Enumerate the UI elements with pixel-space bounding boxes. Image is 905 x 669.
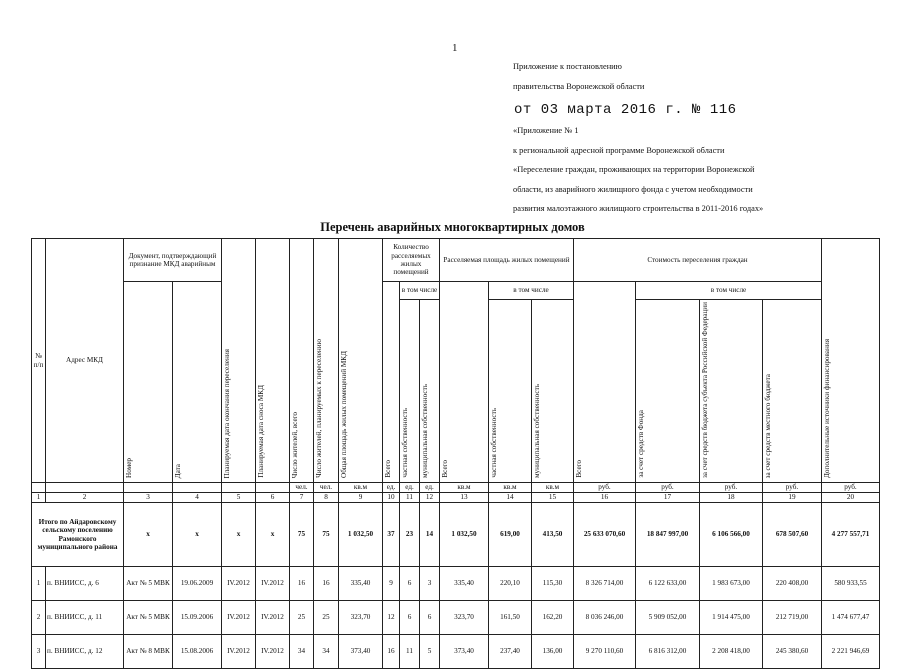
table-cell: IV.2012 (222, 567, 256, 601)
table-cell: 12 (383, 601, 400, 635)
header-total-area: Общая площадь жилых помещений МКД (340, 351, 348, 479)
header-line-program-name-1: «Переселение граждан, проживающих на территории Воронежской (513, 165, 755, 174)
table-cell: 15.08.2006 (173, 635, 222, 669)
column-number: 6 (256, 493, 290, 503)
summary-cell: x (124, 503, 173, 567)
address-cell: п. ВНИИСС, д. 12 (46, 635, 124, 669)
table-cell: 323,70 (440, 601, 489, 635)
table-cell: 220 408,00 (763, 567, 822, 601)
header-count-total: Всего (384, 460, 392, 479)
table-cell: 220,10 (489, 567, 532, 601)
page-number: 1 (452, 42, 458, 54)
decree-date-number: от 03 марта 2016 г. № 116 (514, 102, 737, 118)
table-cell: 115,30 (532, 567, 574, 601)
unit-cell: руб. (822, 483, 880, 493)
header-line-appendix-1: «Приложение № 1 (513, 126, 579, 135)
table-cell: 5 (420, 635, 440, 669)
header-area-resettled: Расселяемая площадь жилых помещений (440, 239, 574, 282)
table-cell: Акт № 8 МВК (124, 635, 173, 669)
header-cost-local: за счет средств местного бюджета (764, 373, 772, 479)
table-cell: 2 208 418,00 (700, 635, 763, 669)
header-area-private: частная собственность (490, 408, 498, 479)
header-line-program-name-2: области, из аварийного жилищного фонда с учетом необходимости (513, 185, 753, 194)
summary-cell: x (256, 503, 290, 567)
header-rooms-count: Количество расселяемых жилых помещений (383, 239, 440, 282)
summary-label: Итого по Айдаровскому сельскому поселению Рамонского муниципального района (32, 503, 124, 567)
column-number: 16 (574, 493, 636, 503)
header-planned-end-date: Планируемая дата окончания переселения (223, 348, 231, 479)
unit-cell: кв.м (440, 483, 489, 493)
summary-cell: x (222, 503, 256, 567)
table-cell: 1 914 475,00 (700, 601, 763, 635)
column-number: 9 (339, 493, 383, 503)
table-cell: 11 (400, 635, 420, 669)
column-number: 10 (383, 493, 400, 503)
header-count-private: частная собственность (401, 408, 409, 479)
column-number: 7 (290, 493, 314, 503)
header-cost-incl: в том числе (636, 282, 822, 300)
header-doc-number: Номер (125, 458, 133, 479)
header-address: Адрес МКД (46, 239, 124, 483)
header-document: Документ, подтверждающий признание МКД аварийным (124, 239, 222, 282)
header-planned-demolition-date: Планируемая дата сноса МКД (257, 385, 265, 479)
summary-cell: 25 633 070,60 (574, 503, 636, 567)
header-count-incl: в том числе (400, 282, 440, 300)
summary-cell: 75 (314, 503, 339, 567)
emergency-houses-table (31, 238, 880, 669)
column-number: 4 (173, 493, 222, 503)
table-cell: 1 474 677,47 (822, 601, 880, 635)
header-area-incl: в том числе (489, 282, 574, 300)
table-cell: 136,00 (532, 635, 574, 669)
table-cell: IV.2012 (256, 567, 290, 601)
column-number: 19 (763, 493, 822, 503)
unit-cell: ед. (400, 483, 420, 493)
unit-cell: чел. (314, 483, 339, 493)
table-cell: 212 719,00 (763, 601, 822, 635)
header-line-program: к региональной адресной программе Воронежской области (513, 146, 725, 155)
unit-cell: руб. (574, 483, 636, 493)
table-cell: 16 (383, 635, 400, 669)
column-number: 11 (400, 493, 420, 503)
table-cell: 8 326 714,00 (574, 567, 636, 601)
table-cell: 580 933,55 (822, 567, 880, 601)
header-doc-date: Дата (174, 463, 182, 479)
table-cell: 8 036 246,00 (574, 601, 636, 635)
table-cell: 6 122 633,00 (636, 567, 700, 601)
summary-cell: 75 (290, 503, 314, 567)
summary-cell: 37 (383, 503, 400, 567)
summary-cell: 23 (400, 503, 420, 567)
header-residents-planned: Число жителей, планируемых к переселению (315, 339, 323, 479)
table-cell: 373,40 (339, 635, 383, 669)
summary-cell: 1 032,50 (440, 503, 489, 567)
table-cell: 15.09.2006 (173, 601, 222, 635)
table-cell: 2 (32, 601, 46, 635)
table-cell: 237,40 (489, 635, 532, 669)
address-cell: п. ВНИИСС, д. 11 (46, 601, 124, 635)
summary-cell: 678 507,60 (763, 503, 822, 567)
table-cell: 6 (420, 601, 440, 635)
table-cell: 16 (290, 567, 314, 601)
header-area-municipal: муниципальная собственность (533, 384, 541, 479)
table-cell: 5 909 052,00 (636, 601, 700, 635)
table-cell: 6 (400, 567, 420, 601)
table-cell: 19.06.2009 (173, 567, 222, 601)
table-cell: 3 (420, 567, 440, 601)
column-number: 2 (46, 493, 124, 503)
unit-cell: руб. (700, 483, 763, 493)
header-residents-total: Число жителей, всего (291, 411, 299, 479)
unit-cell: кв.м (489, 483, 532, 493)
column-number: 5 (222, 493, 256, 503)
summary-cell: 6 106 566,00 (700, 503, 763, 567)
column-number: 3 (124, 493, 173, 503)
summary-cell: 14 (420, 503, 440, 567)
table-cell: 1 983 673,00 (700, 567, 763, 601)
column-number: 1 (32, 493, 46, 503)
table-cell: IV.2012 (222, 635, 256, 669)
unit-cell: руб. (763, 483, 822, 493)
header-line-program-name-3: развития малоэтажного жилищного строительства в 2011-2016 годах» (513, 204, 764, 213)
header-cost-fund: за счет средств Фонда (637, 410, 645, 479)
header-count-municipal: муниципальная собственность (421, 384, 429, 479)
table-cell: 335,40 (339, 567, 383, 601)
table-cell: 25 (290, 601, 314, 635)
table-cell: 323,70 (339, 601, 383, 635)
page-title: Перечень аварийных многоквартирных домов (320, 220, 585, 234)
table-cell: 6 816 312,00 (636, 635, 700, 669)
unit-cell: ед. (420, 483, 440, 493)
table-cell: 3 (32, 635, 46, 669)
summary-cell: 18 847 997,00 (636, 503, 700, 567)
table-cell: 335,40 (440, 567, 489, 601)
summary-cell: 4 277 557,71 (822, 503, 880, 567)
table-cell: 373,40 (440, 635, 489, 669)
summary-cell: 1 032,50 (339, 503, 383, 567)
header-number: № п/п (32, 239, 46, 483)
unit-cell: руб. (636, 483, 700, 493)
table-cell: 9 (383, 567, 400, 601)
table-cell: IV.2012 (256, 635, 290, 669)
summary-cell: 619,00 (489, 503, 532, 567)
table-cell: 6 (400, 601, 420, 635)
address-cell: п. ВНИИСС, д. 6 (46, 567, 124, 601)
table-cell: IV.2012 (222, 601, 256, 635)
table-cell: 34 (314, 635, 339, 669)
table-cell: IV.2012 (256, 601, 290, 635)
unit-cell: ед. (383, 483, 400, 493)
unit-cell: кв.м (339, 483, 383, 493)
header-cost-region: за счет средств бюджета субъекта Российской Федерации (701, 302, 709, 479)
header-cost-total: Всего (575, 460, 583, 479)
header-line-government: правительства Воронежской области (513, 82, 645, 91)
table-cell: 25 (314, 601, 339, 635)
table-cell: 9 270 110,60 (574, 635, 636, 669)
table-cell: 16 (314, 567, 339, 601)
table-cell: 162,20 (532, 601, 574, 635)
summary-cell: x (173, 503, 222, 567)
column-number: 20 (822, 493, 880, 503)
table-cell: Акт № 5 МВК (124, 567, 173, 601)
header-line-appendix: Приложение к постановлению (513, 62, 622, 71)
header-extra-financing: Дополнительные источники финансирования (823, 339, 831, 479)
summary-cell: 413,50 (532, 503, 574, 567)
column-number: 13 (440, 493, 489, 503)
table-cell: 2 221 946,69 (822, 635, 880, 669)
unit-cell: кв.м (532, 483, 574, 493)
table-cell: 245 380,60 (763, 635, 822, 669)
table-cell: 1 (32, 567, 46, 601)
column-number: 14 (489, 493, 532, 503)
table-cell: 34 (290, 635, 314, 669)
column-number: 17 (636, 493, 700, 503)
table-cell: Акт № 5 МВК (124, 601, 173, 635)
column-number: 15 (532, 493, 574, 503)
unit-cell: чел. (290, 483, 314, 493)
header-resettlement-cost: Стоимость переселения граждан (574, 239, 822, 282)
column-number: 8 (314, 493, 339, 503)
table-cell: 161,50 (489, 601, 532, 635)
header-area-total: Всего (441, 460, 449, 479)
column-number: 18 (700, 493, 763, 503)
column-number: 12 (420, 493, 440, 503)
